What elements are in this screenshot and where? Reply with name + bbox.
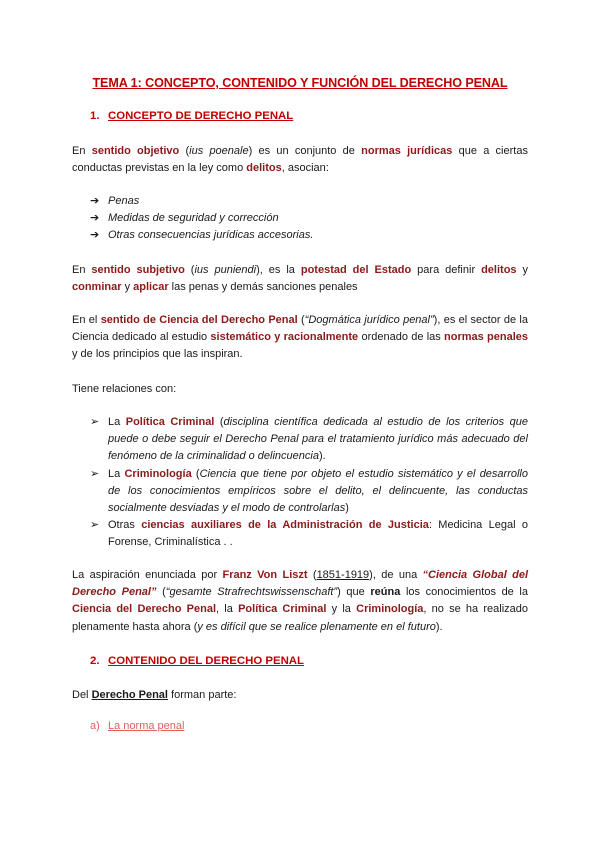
subsection-a-heading: [90, 720, 184, 732]
paragraph-liszt: La aspiración enunciada por Franz Von Liszt (1851-1919), de una “Ciencia Global del Derecho Penal” (“gesamte Strafrechtswissenschaft”) que reúna los conocimientos de la Ciencia del Derecho Penal, la Política Criminal y la Criminología, no se ha realizado plenamente hasta ahora (y es difícil que se realice plenamente en el futuro).: [72, 569, 529, 633]
list-item: ➔ Medidas de seguridad y corrección: [90, 210, 528, 227]
section-2-heading: [90, 655, 304, 667]
relations-list: [90, 414, 528, 552]
triangle-bullet-icon: ➢: [90, 467, 100, 480]
document-title: TEMA 1: CONCEPTO, CONTENIDO Y FUNCIÓN DEL DERECHO PENAL: [92, 76, 508, 90]
triangle-bullet-icon: ➢: [90, 519, 100, 532]
subsection-a-title: La norma penal: [108, 720, 185, 732]
section-2-number: 2.: [90, 655, 100, 667]
paragraph-content-intro: Del Derecho Penal forman parte:: [72, 689, 237, 701]
list-item: ➢ La Política Criminal (disciplina científica dedicada al estudio de los criterios que puede o debe seguir el Derecho Penal para el tratamiento jurídico más adecuado del fenómeno de la criminalidad o delincuencia).: [90, 416, 528, 463]
arrow-bullet-icon: ➔: [90, 195, 100, 207]
section-2-title: CONTENIDO DEL DERECHO PENAL: [108, 655, 304, 667]
triangle-bullet-icon: ➢: [90, 416, 100, 428]
section-1-title: CONCEPTO DE DERECHO PENAL: [108, 110, 294, 122]
consequences-list: [90, 193, 528, 245]
arrow-bullet-icon: ➔: [90, 212, 100, 225]
paragraph-relations-intro: Tiene relaciones con:: [72, 383, 177, 395]
subsection-a-label: a): [90, 720, 100, 732]
list-item: ➢ Otras ciencias auxiliares de la Administración de Justicia: Medicina Legal o Forense, Criminalística . .: [90, 519, 528, 549]
paragraph-objective-sense: En sentido objetivo (ius poenale) es un conjunto de normas jurídicas que a ciertas conductas previstas en la ley como delitos, asocian:: [72, 145, 528, 175]
list-item: ➔ Otras consecuencias jurídicas accesorias.: [90, 227, 528, 244]
paragraph-science-sense: En el sentido de Ciencia del Derecho Penal (“Dogmática jurídico penal”), es el sector de la Ciencia dedicado al estudio sistemático y racionalmente ordenado de las normas penales y de los principios que las inspiran.: [72, 314, 528, 361]
list-item: ➢ La Criminología (Ciencia que tiene por objeto el estudio sistemático y el desarrollo de los conocimientos empíricos sobre el delito, el delincuente, las conductas socialmente desviadas y el modo de controlarlas): [90, 467, 528, 515]
section-1-number: 1.: [90, 110, 100, 122]
list-item: ➔ Penas: [90, 193, 528, 210]
section-1-heading: [90, 110, 293, 122]
arrow-bullet-icon: ➔: [90, 229, 100, 242]
paragraph-subjective-sense: En sentido subjetivo (ius puniendi), es la potestad del Estado para definir delitos y conminar y aplicar las penas y demás sanciones penales: [72, 264, 528, 294]
